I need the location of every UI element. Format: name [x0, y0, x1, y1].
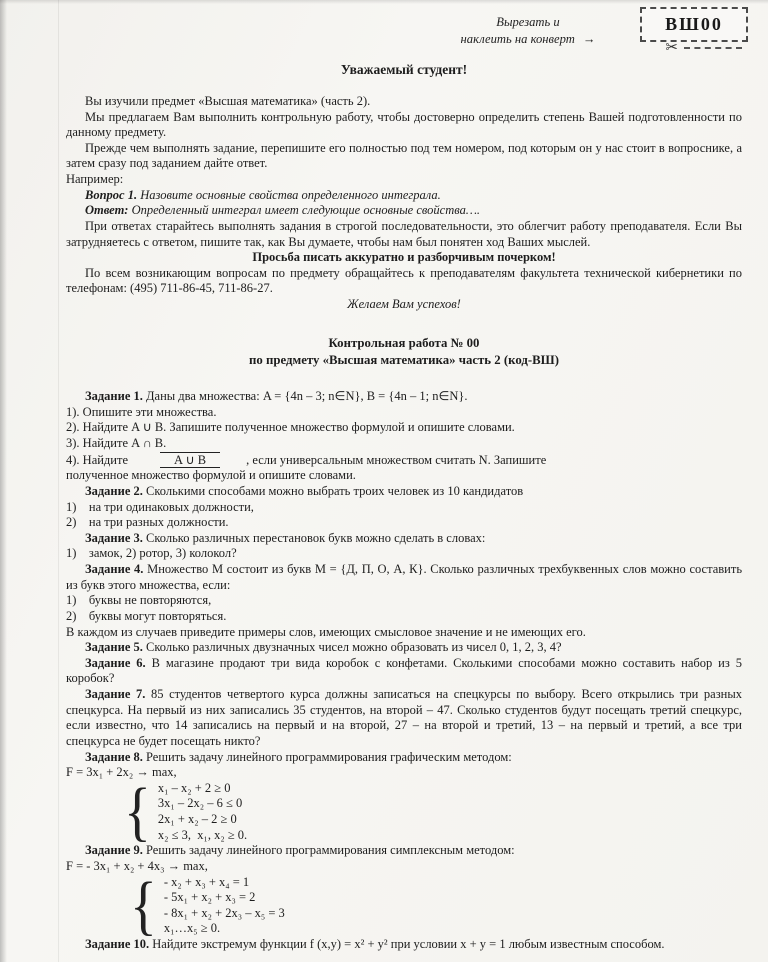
task-9-constraints: [164, 875, 285, 938]
task-8-constraint-3: 2x₁ + x₂ – 2 ≥ 0: [157, 812, 237, 827]
task-9-constraint-3: - 8x₁ + x₂ + 2x₃ – x₅ = 3: [163, 905, 285, 920]
task-4-item-2: 2) буквы могут повторяться.: [66, 608, 227, 623]
tasks-section: [66, 389, 742, 953]
complement-overline: A ∪ B: [160, 452, 220, 468]
cut-note-line1: Вырезать и: [496, 15, 560, 29]
task-4-label: Задание 4.: [85, 562, 144, 577]
task-7-label: Задание 7.: [85, 687, 146, 702]
answer-label: Ответ:: [85, 203, 129, 218]
good-luck-line: Желаем Вам успехов!: [347, 297, 461, 311]
task-8-constraint-2: 3x₁ – 2x₂ – 6 ≤ 0: [157, 796, 243, 811]
work-title-line1: Контрольная работа № 00: [328, 335, 480, 350]
neat-handwriting-note: Просьба писать аккуратно и разборчивым почерком!: [252, 250, 556, 265]
task-4: [66, 562, 742, 640]
task-1: [66, 389, 742, 484]
task-3-item-1: 1) замок, 2) ротор, 3) колокол?: [66, 546, 237, 561]
task-2: [66, 484, 742, 531]
example-question: [66, 188, 742, 204]
task-1-item-4-prefix: 4). Найдите: [66, 452, 128, 467]
task-2-item-2: 2) на три разных должности.: [66, 515, 229, 530]
intro-paragraph-1: Вы изучили предмет «Высшая математика» (часть 2).: [85, 93, 371, 108]
task-3-text: Сколько различных перестановок букв можно сделать в словах:: [146, 530, 486, 545]
task-8-text: Решить задачу линейного программирования графическим методом:: [146, 749, 512, 764]
scan-edge-left: [0, 0, 7, 962]
task-5-text: Сколько различных двузначных чисел можно образовать из чисел 0, 1, 2, 3, 4?: [146, 640, 562, 655]
task-1-item-4-suffix: , если универсальным множеством считать N. Запишите: [246, 452, 547, 467]
task-8-constraint-4: x₂ ≤ 3, x₁, x₂ ≥ 0.: [157, 827, 248, 842]
task-9-label: Задание 9.: [85, 843, 143, 858]
work-title-line2: по предмету «Высшая математика» часть 2 (код-ВШ): [249, 352, 559, 367]
intro-paragraph-3: Прежде чем выполнять задание, перепишите его полностью под тем номером, под которым он у нас стоит в вопроснике, а затем сразу под заданием дайте ответ.: [66, 140, 742, 171]
task-1-text: Даны два множества: A = {4n – 3; n∈N}, B = {4n – 1; n∈N}.: [146, 389, 468, 404]
system-brace: {: [130, 869, 157, 943]
task-1-item-4-continuation: полученное множество формулой и опишите словами.: [66, 468, 356, 483]
task-8-constraint-1: x₁ – x₂ + 2 ≥ 0: [157, 780, 231, 795]
task-1-item-2: 2). Найдите A ∪ B. Запишите полученное множество формулой и опишите словами.: [66, 420, 515, 435]
task-6-text: В магазине продают три вида коробок с конфетами. Сколькими способами можно составить набор из 5 коробок?: [66, 655, 742, 686]
task-1-item-3: 3). Найдите A ∩ B.: [66, 436, 167, 451]
task-3: [66, 531, 742, 562]
question-label: Вопрос 1.: [85, 187, 138, 202]
task-8-objective: F = 3x₁ + 2x₂ → max,: [66, 765, 177, 780]
task-9-objective: F = - 3x₁ + x₂ + 4x₃ → max,: [66, 858, 208, 873]
task-7-text: 85 студентов четвертого курса должны записаться на спецкурсы по выбору. Всего открылись три разных спецкурса. На первый из них записались 35 студентов, на второй – 47. Сколько студентов будут посещать третий спецкурс, если известно, что 14 записались на первый и на второй, 27 – на второй и третий, 13 – на первый и третий, а все три спецкурса не будет посещать никто?: [66, 687, 743, 748]
task-8-constraint-system: [124, 775, 742, 849]
task-8-constraints: [158, 781, 247, 844]
task-2-item-1: 1) на три одинаковых должности,: [66, 499, 254, 514]
contact-paragraph: По всем возникающим вопросам по предмету обращайтесь к преподавателям факультета технической кибернетики по телефонам: (495) 711-86-45, 711-86-27.: [66, 265, 742, 296]
example-answer: [66, 203, 742, 219]
cut-note-line2: наклеить на конверт: [460, 32, 575, 46]
task-9: [66, 843, 742, 943]
question-text: Назовите основные свойства определенного интеграла.: [140, 187, 441, 202]
task-1-item-1: 1). Опишите эти множества.: [66, 404, 217, 419]
cut-dashed-line: [684, 47, 742, 49]
task-7: [66, 687, 742, 750]
task-5-label: Задание 5.: [85, 640, 143, 655]
greeting-title: Уважаемый студент!: [340, 62, 468, 77]
task-1-label: Задание 1.: [85, 389, 143, 404]
intro-paragraph-2: Мы предлагаем Вам выполнить контрольную работу, чтобы достоверно определить степень Вашей подготовленности по данному предмету.: [66, 109, 742, 140]
cut-and-paste-note: [408, 14, 648, 48]
scan-fold-line: [58, 0, 59, 962]
task-9-text: Решить задачу линейного программирования симплексным методом:: [146, 843, 515, 858]
answer-text: Определенный интеграл имеет следующие основные свойства….: [131, 203, 481, 218]
envelope-code: ВШ00: [665, 14, 723, 34]
task-8-label: Задание 8.: [85, 749, 143, 764]
task-9-constraint-system: [130, 869, 742, 943]
task-1-item-4: [66, 452, 742, 469]
task-10-label: Задание 10.: [85, 937, 150, 952]
intro-paragraph-5: При ответах старайтесь выполнять задания в строгой последовательности, это облегчит работу преподавателя. Если Вы затрудняетесь с ответом, пишите так, как Вы думаете, чтобы нам был понятен ход Ваших мыслей.: [66, 218, 742, 249]
task-6-label: Задание 6.: [85, 655, 146, 670]
task-5: [66, 640, 742, 656]
task-3-label: Задание 3.: [85, 530, 143, 545]
task-9-constraint-1: - x₂ + x₃ + x₄ = 1: [163, 874, 250, 889]
task-6: [66, 656, 742, 687]
system-brace: {: [124, 775, 151, 849]
scan-edge-top: [0, 0, 768, 4]
document-content: [66, 62, 742, 953]
task-9-constraint-4: x₁…x₅ ≥ 0.: [163, 921, 221, 936]
work-title: [66, 335, 742, 370]
task-8: [66, 749, 742, 849]
task-4-note: В каждом из случаев приведите примеры слов, имеющих смысловое значение и не имеющих его.: [66, 624, 586, 639]
task-2-text: Сколькими способами можно выбрать троих человек из 10 кандидатов: [146, 483, 524, 498]
example-intro: Например:: [66, 172, 124, 186]
task-2-label: Задание 2.: [85, 483, 143, 498]
task-10-text: Найдите экстремум функции f (x,y) = x² + y² при условии x + y = 1 любым известным способом.: [152, 937, 665, 952]
task-10: [66, 937, 742, 953]
task-4-text: Множество М состоит из букв М = {Д, П, О, А, К}. Сколько различных трехбуквенных слов можно составить из букв этого множества, если:: [66, 562, 743, 592]
arrow-right-icon: →: [582, 32, 596, 46]
scissors-icon: ✂: [665, 40, 678, 56]
task-9-constraint-2: - 5x₁ + x₂ + x₃ = 2: [163, 890, 256, 905]
task-4-item-1: 1) буквы не повторяются,: [66, 593, 212, 608]
envelope-code-box: [640, 7, 748, 42]
